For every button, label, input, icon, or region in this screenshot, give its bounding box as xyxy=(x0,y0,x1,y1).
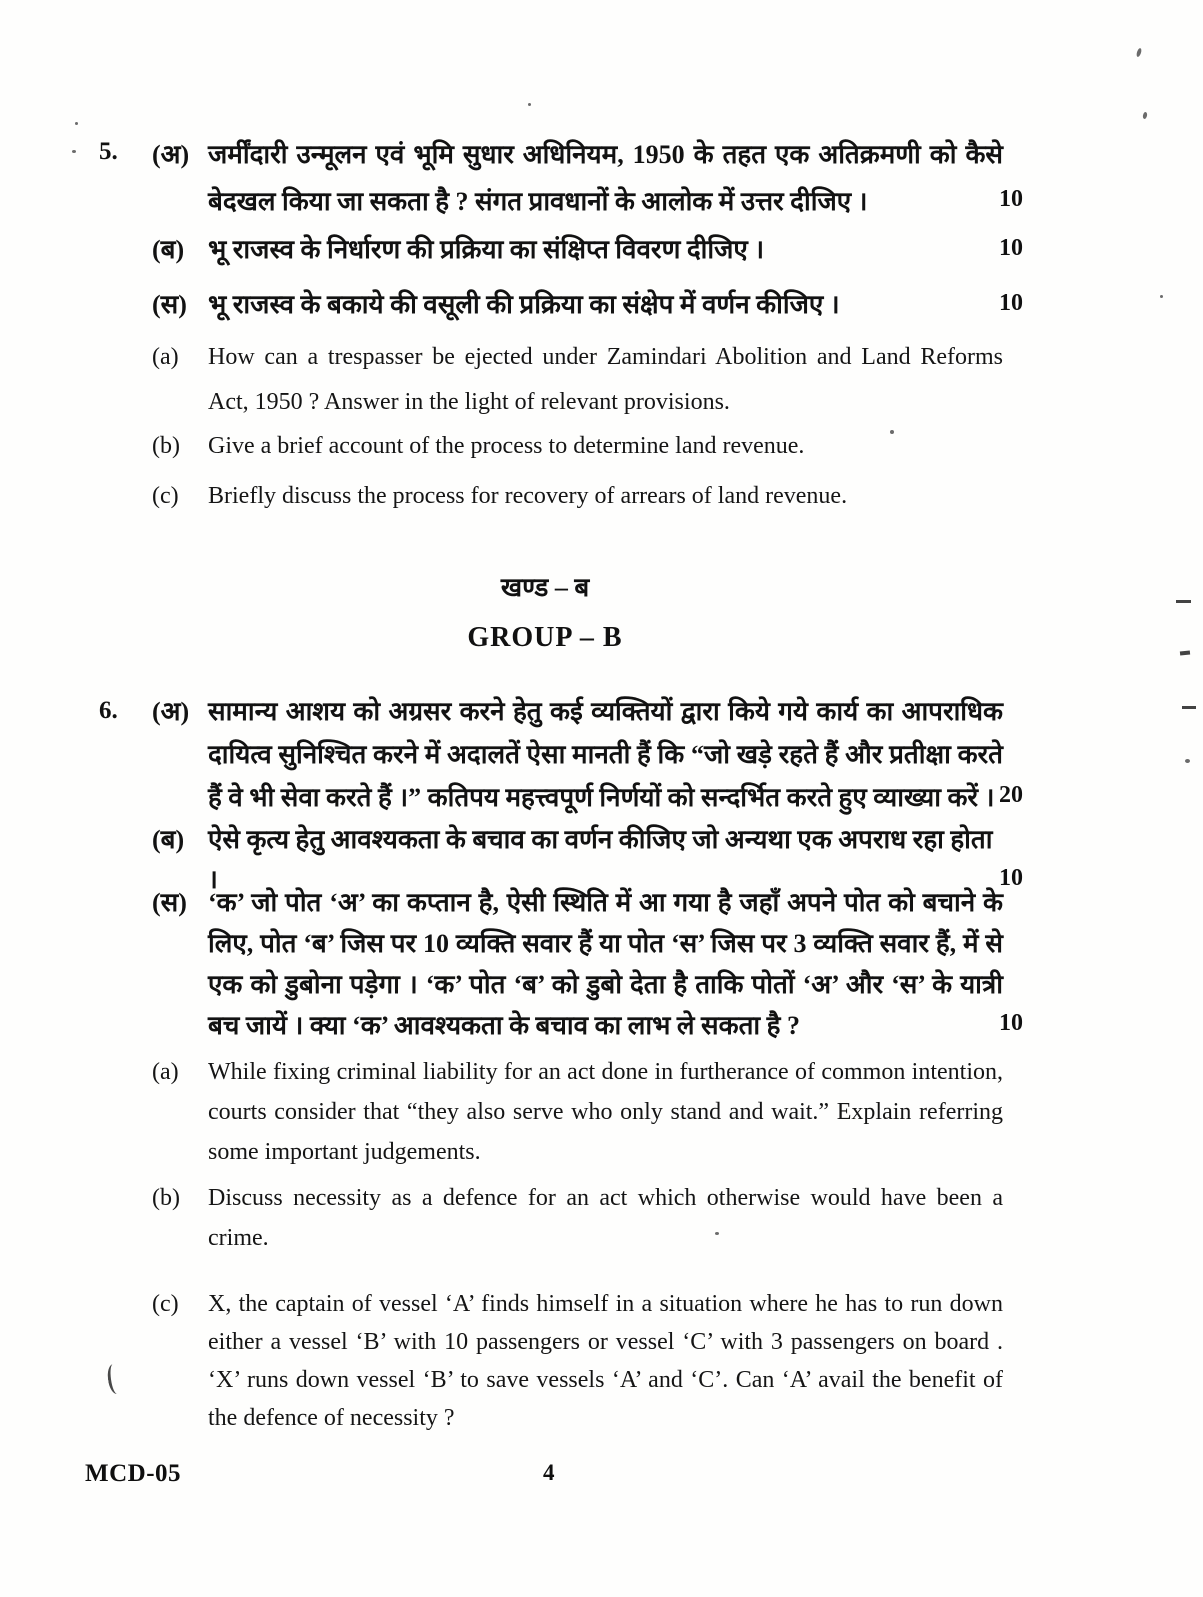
part-label: (a) xyxy=(152,1059,179,1085)
part-label: (a) xyxy=(152,344,179,370)
question-5-part-hindi-c xyxy=(152,285,1025,325)
paper-code: MCD-05 xyxy=(85,1460,182,1487)
question-5-number: 5. xyxy=(99,138,118,165)
question-5-part-english-b xyxy=(152,426,1025,466)
scan-artifact-dash xyxy=(1182,706,1196,709)
part-text: जर्मींदारी उन्मूलन एवं भूमि सुधार अधिनियम, 1950 के तहत एक अतिक्रमणी को कैसे बेदखल किया जा सकता है ? संगत प्रावधानों के आलोक में उत्तर दीजिए । xyxy=(208,140,1003,216)
part-label: (ब) xyxy=(152,825,185,854)
question-6-part-english-c xyxy=(152,1285,1025,1437)
question-6-part-english-b xyxy=(152,1178,1025,1258)
part-label: (c) xyxy=(152,483,179,509)
part-label: (स) xyxy=(152,290,187,319)
part-text: ‘क’ जो पोत ‘अ’ का कप्तान है, ऐसी स्थिति में आ गया है जहाँ अपने पोत को बचाने के लिए, पोत ‘ब’ जिस पर 10 व्यक्ति सवार हैं या पोत ‘स’ जिस पर 3 व्यक्ति सवार हैं, में से एक को डुबोना पड़ेगा । ‘क’ पोत ‘ब’ को डुबो देता है ताकि पोतों ‘अ’ और ‘स’ के यात्री बच जायें । क्या ‘क’ आवश्यकता के बचाव का लाभ ले सकता है ? xyxy=(208,888,1003,1040)
scan-artifact-paren xyxy=(106,1363,124,1395)
scan-artifact-speck xyxy=(1185,759,1190,763)
scan-artifact-speck xyxy=(1136,48,1143,58)
part-text: How can a trespasser be ejected under Zamindari Abolition and Land Reforms Act, 1950 ? Answer in the light of relevant provisions. xyxy=(208,344,1003,415)
question-6-part-hindi-c xyxy=(152,882,1025,1046)
part-text: Briefly discuss the process for recovery of arrears of land revenue. xyxy=(208,483,848,509)
question-6-part-english-a xyxy=(152,1052,1025,1172)
part-label: (ब) xyxy=(152,235,185,264)
scan-artifact-speck xyxy=(1160,295,1163,298)
part-label: (c) xyxy=(152,1291,179,1317)
question-5-part-english-a xyxy=(152,335,1025,425)
part-text: Give a brief account of the process to determine land revenue. xyxy=(208,433,805,459)
part-text: भू राजस्व के बकाये की वसूली की प्रक्रिया का संक्षेप में वर्णन कीजिए । xyxy=(208,290,840,319)
scan-artifact-speck xyxy=(75,122,78,125)
scan-artifact-dash xyxy=(1180,650,1190,655)
question-5-part-hindi-a xyxy=(152,131,1025,225)
marks-value: 10 xyxy=(999,1010,1023,1036)
part-label: (स) xyxy=(152,888,187,917)
marks-value: 20 xyxy=(999,782,1023,808)
part-text: While fixing criminal liability for an act done in furtherance of common intention, courts consider that “they also serve who only stand and wait.” Explain referring some important judgements. xyxy=(208,1059,1003,1165)
question-5-part-hindi-b xyxy=(152,230,1025,270)
marks-value: 10 xyxy=(999,290,1023,316)
marks-value: 10 xyxy=(999,865,1023,891)
part-text: Discuss necessity as a defence for an act which otherwise would have been a crime. xyxy=(208,1185,1003,1251)
scan-artifact-speck xyxy=(72,150,76,153)
part-text: भू राजस्व के निर्धारण की प्रक्रिया का संक्षिप्त विवरण दीजिए । xyxy=(208,235,765,264)
part-text: X, the captain of vessel ‘A’ finds himself in a situation where he has to run down either a vessel ‘B’ with 10 passengers or vessel ‘C’ with 3 passengers on board . ‘X’ runs down vessel ‘B’ to save vessels ‘A’ and ‘C’. Can ‘A’ avail the benefit of the defence of necessity ? xyxy=(208,1291,1003,1431)
question-5-part-english-c xyxy=(152,476,1025,516)
scan-artifact-dash xyxy=(1176,600,1191,603)
question-6-number: 6. xyxy=(99,697,118,724)
page-number: 4 xyxy=(543,1460,555,1485)
part-label: (b) xyxy=(152,433,180,459)
scan-artifact-speck xyxy=(528,103,531,106)
part-label: (b) xyxy=(152,1185,180,1211)
part-label: (अ) xyxy=(152,140,190,169)
scan-artifact-speck xyxy=(1142,112,1147,120)
question-6-part-hindi-a xyxy=(152,690,1025,819)
part-text: ऐसे कृत्य हेतु आवश्यकता के बचाव का वर्णन कीजिए जो अन्यथा एक अपराध रहा होता । xyxy=(208,825,993,894)
part-label: (अ) xyxy=(152,697,190,726)
marks-value: 10 xyxy=(999,186,1023,212)
section-heading-hindi: खण्ड – ब xyxy=(500,573,590,602)
section-heading-english: GROUP – B xyxy=(467,622,623,653)
marks-value: 10 xyxy=(999,235,1023,261)
part-text: सामान्य आशय को अग्रसर करने हेतु कई व्यक्तियों द्वारा किये गये कार्य का आपराधिक दायित्व सुनिश्चित करने में अदालतें ऐसा मानती हैं कि “जो खड़े रहते हैं और प्रतीक्षा करते हैं वे भी सेवा करते हैं ।” कतिपय महत्त्वपूर्ण निर्णयों को सन्दर्भित करते हुए व्याख्या करें । xyxy=(208,697,1003,812)
